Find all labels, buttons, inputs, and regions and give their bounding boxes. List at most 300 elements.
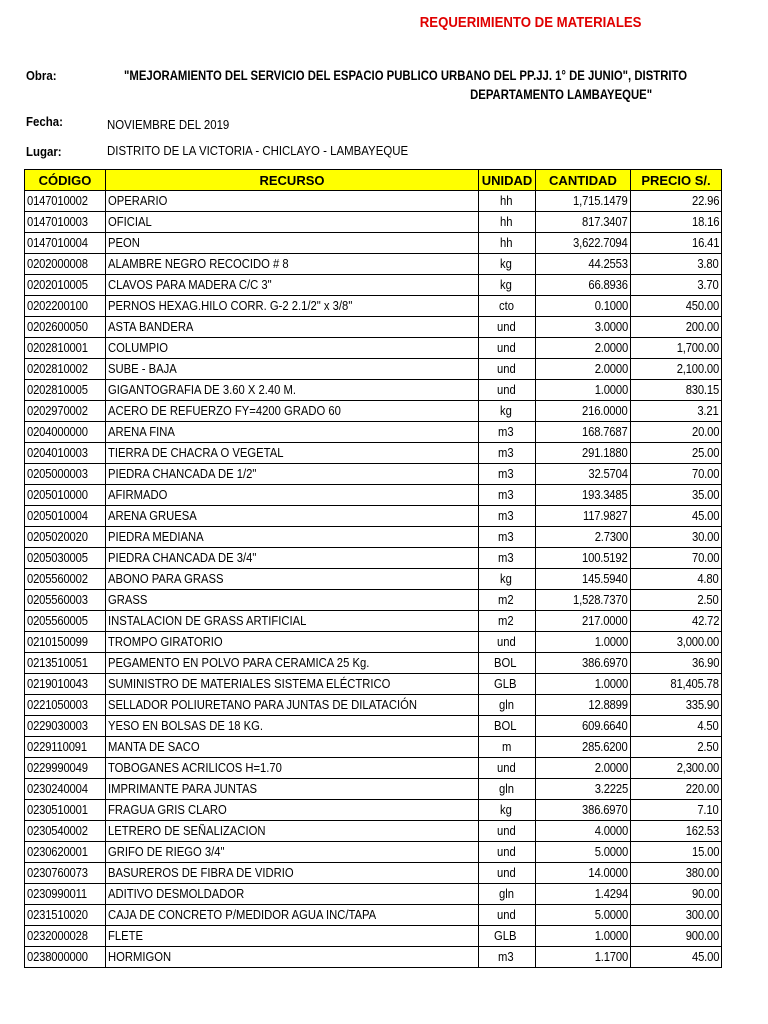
- cantidad-cell-text: 193.3485: [582, 488, 628, 502]
- unidad-cell: [479, 317, 536, 338]
- precio-cell: [631, 569, 722, 590]
- precio-cell: [631, 611, 722, 632]
- recurso-cell: [106, 380, 479, 401]
- table-row: [25, 485, 722, 506]
- cantidad-cell: [536, 716, 631, 737]
- precio-cell: [631, 737, 722, 758]
- cantidad-cell-text: 386.6970: [582, 656, 628, 670]
- cantidad-cell: [536, 548, 631, 569]
- codigo-cell: [25, 884, 106, 905]
- cantidad-cell-text: 2.0000: [594, 362, 628, 376]
- column-header-cantidad: CANTIDAD: [536, 170, 631, 191]
- codigo-cell: [25, 695, 106, 716]
- unidad-cell: [479, 275, 536, 296]
- column-header-recurso: RECURSO: [106, 170, 479, 191]
- recurso-cell: [106, 905, 479, 926]
- codigo-cell-text: 0204000000: [27, 425, 88, 439]
- cantidad-cell-text: 217.0000: [582, 614, 628, 628]
- precio-cell-text: 90.00: [691, 887, 719, 901]
- recurso-cell: [106, 359, 479, 380]
- unidad-cell-text: kg: [500, 803, 513, 817]
- unidad-cell-text: und: [496, 341, 516, 355]
- materials-table: [24, 169, 722, 968]
- precio-cell-text: 25.00: [691, 446, 719, 460]
- cantidad-cell-text: 216.0000: [582, 404, 628, 418]
- cantidad-cell: [536, 863, 631, 884]
- codigo-cell-text: 0229110091: [27, 740, 87, 754]
- unidad-cell: [479, 863, 536, 884]
- precio-cell: [631, 422, 722, 443]
- unidad-cell: [479, 821, 536, 842]
- unidad-cell-text: kg: [500, 572, 513, 586]
- cantidad-cell-text: 1,528.7370: [573, 593, 628, 607]
- recurso-cell-text: ARENA GRUESA: [108, 509, 197, 523]
- cantidad-cell: [536, 737, 631, 758]
- unidad-cell: [479, 590, 536, 611]
- table-row: [25, 800, 722, 821]
- cantidad-cell: [536, 821, 631, 842]
- table-row: [25, 947, 722, 968]
- cantidad-cell: [536, 884, 631, 905]
- unidad-cell-text: und: [496, 908, 516, 922]
- recurso-cell: [106, 674, 479, 695]
- precio-cell-text: 70.00: [691, 467, 719, 481]
- codigo-cell-text: 0213510051: [27, 656, 88, 670]
- precio-cell-text: 220.00: [685, 782, 719, 796]
- precio-cell-text: 380.00: [685, 866, 719, 880]
- precio-cell-text: 3,000.00: [676, 635, 719, 649]
- recurso-cell-text: TOBOGANES ACRILICOS H=1.70: [108, 761, 282, 775]
- precio-cell-text: 3.21: [697, 404, 719, 418]
- precio-cell: [631, 380, 722, 401]
- cantidad-cell-text: 100.5192: [582, 551, 628, 565]
- fecha-value: NOVIEMBRE DEL 2019: [107, 117, 230, 132]
- recurso-cell: [106, 758, 479, 779]
- recurso-cell: [106, 947, 479, 968]
- unidad-cell-text: m2: [498, 593, 514, 607]
- unidad-cell: [479, 905, 536, 926]
- cantidad-cell-text: 0.1000: [594, 299, 628, 313]
- precio-cell: [631, 758, 722, 779]
- cantidad-cell-text: 32.5704: [588, 467, 628, 481]
- cantidad-cell-text: 168.7687: [582, 425, 628, 439]
- codigo-cell-text: 0230540002: [27, 824, 88, 838]
- unidad-cell: [479, 506, 536, 527]
- cantidad-cell: [536, 296, 631, 317]
- unidad-cell: [479, 254, 536, 275]
- precio-cell: [631, 485, 722, 506]
- recurso-cell: [106, 842, 479, 863]
- recurso-cell: [106, 275, 479, 296]
- codigo-cell: [25, 296, 106, 317]
- precio-cell-text: 450.00: [685, 299, 719, 313]
- cantidad-cell-text: 5.0000: [594, 845, 628, 859]
- recurso-cell-text: ARENA FINA: [108, 425, 175, 439]
- precio-cell-text: 2.50: [697, 593, 719, 607]
- unidad-cell: [479, 926, 536, 947]
- unidad-cell: [479, 695, 536, 716]
- unidad-cell: [479, 380, 536, 401]
- cantidad-cell: [536, 401, 631, 422]
- precio-cell-text: 335.90: [685, 698, 719, 712]
- codigo-cell-text: 0147010004: [27, 236, 88, 250]
- recurso-cell-text: GRIFO DE RIEGO 3/4": [108, 845, 225, 859]
- precio-cell: [631, 800, 722, 821]
- recurso-cell: [106, 338, 479, 359]
- codigo-cell-text: 0205030005: [27, 551, 88, 565]
- precio-cell-text: 162.53: [685, 824, 719, 838]
- recurso-cell: [106, 485, 479, 506]
- cantidad-cell-text: 1,715.1479: [573, 194, 628, 208]
- table-row: [25, 422, 722, 443]
- table-row: [25, 821, 722, 842]
- precio-cell: [631, 506, 722, 527]
- precio-cell-text: 830.15: [685, 383, 719, 397]
- unidad-cell-text: gln: [498, 887, 514, 901]
- cantidad-cell: [536, 422, 631, 443]
- codigo-cell: [25, 569, 106, 590]
- unidad-cell: [479, 800, 536, 821]
- cantidad-cell: [536, 506, 631, 527]
- unidad-cell-text: und: [496, 761, 516, 775]
- cantidad-cell: [536, 569, 631, 590]
- recurso-cell: [106, 443, 479, 464]
- recurso-cell: [106, 191, 479, 212]
- codigo-cell: [25, 464, 106, 485]
- unidad-cell-text: und: [496, 635, 516, 649]
- recurso-cell-text: OFICIAL: [108, 215, 152, 229]
- table-row: [25, 275, 722, 296]
- unidad-cell: [479, 674, 536, 695]
- codigo-cell: [25, 737, 106, 758]
- table-row: [25, 653, 722, 674]
- unidad-cell-text: GLB: [494, 677, 517, 691]
- codigo-cell: [25, 632, 106, 653]
- codigo-cell: [25, 758, 106, 779]
- precio-cell: [631, 674, 722, 695]
- unidad-cell-text: und: [496, 866, 516, 880]
- unidad-cell-text: m3: [498, 425, 514, 439]
- codigo-cell-text: 0205020020: [27, 530, 88, 544]
- table-row: [25, 233, 722, 254]
- cantidad-cell-text: 609.6640: [582, 719, 628, 733]
- unidad-cell-text: und: [496, 824, 516, 838]
- codigo-cell: [25, 653, 106, 674]
- table-body: [25, 191, 722, 968]
- cantidad-cell: [536, 611, 631, 632]
- codigo-cell: [25, 947, 106, 968]
- codigo-cell: [25, 212, 106, 233]
- precio-cell: [631, 443, 722, 464]
- precio-cell: [631, 716, 722, 737]
- precio-cell: [631, 464, 722, 485]
- unidad-cell: [479, 191, 536, 212]
- recurso-cell: [106, 863, 479, 884]
- table-row: [25, 254, 722, 275]
- codigo-cell: [25, 380, 106, 401]
- cantidad-cell-text: 2.0000: [594, 761, 628, 775]
- recurso-cell: [106, 527, 479, 548]
- precio-cell-text: 3.80: [697, 257, 719, 271]
- recurso-cell-text: ADITIVO DESMOLDADOR: [108, 887, 245, 901]
- codigo-cell-text: 0205010000: [27, 488, 88, 502]
- cantidad-cell-text: 5.0000: [594, 908, 628, 922]
- recurso-cell: [106, 716, 479, 737]
- cantidad-cell-text: 1.4294: [594, 887, 628, 901]
- table-row: [25, 527, 722, 548]
- recurso-cell-text: ASTA BANDERA: [108, 320, 194, 334]
- codigo-cell-text: 0205560005: [27, 614, 88, 628]
- codigo-cell-text: 0230760073: [27, 866, 88, 880]
- recurso-cell-text: LETRERO DE SEÑALIZACION: [108, 824, 266, 838]
- unidad-cell-text: m3: [498, 488, 514, 502]
- unidad-cell: [479, 233, 536, 254]
- precio-cell-text: 81,405.78: [670, 677, 719, 691]
- recurso-cell-text: ALAMBRE NEGRO RECOCIDO # 8: [108, 257, 289, 271]
- precio-cell: [631, 590, 722, 611]
- table-row: [25, 317, 722, 338]
- recurso-cell: [106, 611, 479, 632]
- precio-cell: [631, 548, 722, 569]
- cantidad-cell: [536, 317, 631, 338]
- codigo-cell-text: 0147010003: [27, 215, 88, 229]
- cantidad-cell: [536, 632, 631, 653]
- cantidad-cell-text: 12.8899: [588, 698, 628, 712]
- recurso-cell-text: TIERRA DE CHACRA O VEGETAL: [108, 446, 284, 460]
- precio-cell-text: 3.70: [697, 278, 719, 292]
- precio-cell: [631, 233, 722, 254]
- unidad-cell-text: und: [496, 383, 516, 397]
- precio-cell-text: 22.96: [691, 194, 719, 208]
- unidad-cell-text: gln: [498, 782, 514, 796]
- cantidad-cell: [536, 905, 631, 926]
- codigo-cell-text: 0230990011: [27, 887, 87, 901]
- recurso-cell: [106, 800, 479, 821]
- unidad-cell-text: m3: [498, 467, 514, 481]
- cantidad-cell-text: 66.8936: [588, 278, 628, 292]
- cantidad-cell: [536, 485, 631, 506]
- cantidad-cell-text: 386.6970: [582, 803, 628, 817]
- recurso-cell: [106, 590, 479, 611]
- codigo-cell: [25, 611, 106, 632]
- precio-cell-text: 16.41: [691, 236, 719, 250]
- cantidad-cell-text: 1.0000: [594, 929, 628, 943]
- precio-cell-text: 2,100.00: [676, 362, 719, 376]
- cantidad-cell: [536, 254, 631, 275]
- unidad-cell: [479, 422, 536, 443]
- codigo-cell: [25, 443, 106, 464]
- precio-cell: [631, 359, 722, 380]
- unidad-cell-text: m3: [498, 950, 514, 964]
- recurso-cell: [106, 212, 479, 233]
- codigo-cell: [25, 191, 106, 212]
- table-row: [25, 842, 722, 863]
- precio-cell-text: 45.00: [691, 950, 719, 964]
- unidad-cell: [479, 716, 536, 737]
- cantidad-cell: [536, 380, 631, 401]
- codigo-cell-text: 0205560003: [27, 593, 88, 607]
- recurso-cell: [106, 737, 479, 758]
- column-header-unidad: UNIDAD: [479, 170, 536, 191]
- precio-cell: [631, 254, 722, 275]
- precio-cell-text: 35.00: [691, 488, 719, 502]
- table-row: [25, 548, 722, 569]
- recurso-cell-text: CAJA DE CONCRETO P/MEDIDOR AGUA INC/TAPA: [108, 908, 377, 922]
- recurso-cell: [106, 779, 479, 800]
- cantidad-cell-text: 3,622.7094: [573, 236, 628, 250]
- cantidad-cell-text: 4.0000: [594, 824, 628, 838]
- cantidad-cell: [536, 359, 631, 380]
- table-header-row: [25, 170, 722, 191]
- cantidad-cell: [536, 674, 631, 695]
- precio-cell-text: 36.90: [691, 656, 719, 670]
- codigo-cell-text: 0205560002: [27, 572, 88, 586]
- precio-cell-text: 300.00: [685, 908, 719, 922]
- precio-cell: [631, 275, 722, 296]
- unidad-cell-text: kg: [500, 404, 513, 418]
- cantidad-cell: [536, 842, 631, 863]
- codigo-cell: [25, 821, 106, 842]
- unidad-cell-text: und: [496, 320, 516, 334]
- precio-cell: [631, 779, 722, 800]
- recurso-cell-text: PIEDRA CHANCADA DE 3/4": [108, 551, 257, 565]
- table-row: [25, 338, 722, 359]
- cantidad-cell-text: 1.0000: [594, 383, 628, 397]
- cantidad-cell-text: 44.2553: [588, 257, 628, 271]
- unidad-cell-text: und: [496, 362, 516, 376]
- codigo-cell: [25, 779, 106, 800]
- codigo-cell: [25, 485, 106, 506]
- codigo-cell-text: 0202810002: [27, 362, 88, 376]
- precio-cell-text: 18.16: [691, 215, 719, 229]
- unidad-cell-text: kg: [500, 257, 513, 271]
- cantidad-cell-text: 817.3407: [582, 215, 628, 229]
- precio-cell: [631, 527, 722, 548]
- recurso-cell: [106, 401, 479, 422]
- codigo-cell-text: 0202010005: [27, 278, 88, 292]
- recurso-cell-text: SUMINISTRO DE MATERIALES SISTEMA ELÉCTRICO: [108, 677, 391, 691]
- precio-cell: [631, 317, 722, 338]
- codigo-cell-text: 0204010003: [27, 446, 88, 460]
- unidad-cell: [479, 527, 536, 548]
- precio-cell: [631, 884, 722, 905]
- column-header-codigo: CÓDIGO: [25, 170, 106, 191]
- codigo-cell: [25, 359, 106, 380]
- unidad-cell: [479, 548, 536, 569]
- recurso-cell: [106, 317, 479, 338]
- codigo-cell: [25, 401, 106, 422]
- table-row: [25, 737, 722, 758]
- unidad-cell-text: m3: [498, 509, 514, 523]
- codigo-cell-text: 0231510020: [27, 908, 88, 922]
- precio-cell-text: 42.72: [691, 614, 719, 628]
- precio-cell: [631, 212, 722, 233]
- cantidad-cell-text: 117.9827: [583, 509, 628, 523]
- precio-cell: [631, 863, 722, 884]
- cantidad-cell-text: 1.0000: [594, 635, 628, 649]
- precio-cell: [631, 947, 722, 968]
- cantidad-cell: [536, 653, 631, 674]
- codigo-cell: [25, 233, 106, 254]
- codigo-cell-text: 0202000008: [27, 257, 88, 271]
- cantidad-cell: [536, 338, 631, 359]
- codigo-cell-text: 0205010004: [27, 509, 88, 523]
- unidad-cell-text: m: [501, 740, 512, 754]
- recurso-cell: [106, 254, 479, 275]
- unidad-cell-text: kg: [500, 278, 513, 292]
- recurso-cell: [106, 695, 479, 716]
- precio-cell-text: 70.00: [691, 551, 719, 565]
- unidad-cell: [479, 947, 536, 968]
- recurso-cell-text: PIEDRA CHANCADA DE 1/2": [108, 467, 257, 481]
- codigo-cell-text: 0230240004: [27, 782, 88, 796]
- precio-cell: [631, 695, 722, 716]
- precio-cell: [631, 653, 722, 674]
- unidad-cell-text: m2: [498, 614, 514, 628]
- recurso-cell: [106, 422, 479, 443]
- recurso-cell-text: OPERARIO: [108, 194, 168, 208]
- table-row: [25, 758, 722, 779]
- table-row: [25, 191, 722, 212]
- table-row: [25, 863, 722, 884]
- table-row: [25, 506, 722, 527]
- unidad-cell-text: GLB: [494, 929, 517, 943]
- lugar-label: Lugar:: [26, 144, 62, 159]
- unidad-cell: [479, 569, 536, 590]
- recurso-cell-text: ACERO DE REFUERZO FY=4200 GRADO 60: [108, 404, 341, 418]
- recurso-cell: [106, 821, 479, 842]
- unidad-cell-text: hh: [500, 215, 513, 229]
- cantidad-cell-text: 2.7300: [594, 530, 628, 544]
- cantidad-cell: [536, 779, 631, 800]
- unidad-cell-text: hh: [500, 236, 513, 250]
- codigo-cell-text: 0202600050: [27, 320, 88, 334]
- codigo-cell-text: 0147010002: [27, 194, 88, 208]
- unidad-cell-text: cto: [498, 299, 514, 313]
- unidad-cell: [479, 632, 536, 653]
- codigo-cell: [25, 506, 106, 527]
- unidad-cell: [479, 779, 536, 800]
- precio-cell: [631, 926, 722, 947]
- codigo-cell: [25, 338, 106, 359]
- codigo-cell: [25, 905, 106, 926]
- unidad-cell: [479, 758, 536, 779]
- precio-cell-text: 7.10: [697, 803, 719, 817]
- precio-cell-text: 45.00: [691, 509, 719, 523]
- table-row: [25, 926, 722, 947]
- precio-cell-text: 15.00: [691, 845, 719, 859]
- precio-cell-text: 4.50: [697, 719, 719, 733]
- codigo-cell-text: 0229990049: [27, 761, 88, 775]
- cantidad-cell: [536, 947, 631, 968]
- table-row: [25, 569, 722, 590]
- table-row: [25, 464, 722, 485]
- recurso-cell-text: PEGAMENTO EN POLVO PARA CERAMICA 25 Kg.: [108, 656, 370, 670]
- recurso-cell: [106, 653, 479, 674]
- codigo-cell-text: 0202970002: [27, 404, 88, 418]
- recurso-cell: [106, 296, 479, 317]
- precio-cell-text: 900.00: [685, 929, 719, 943]
- column-header-precio: PRECIO S/.: [631, 170, 722, 191]
- unidad-cell: [479, 296, 536, 317]
- lugar-value: DISTRITO DE LA VICTORIA - CHICLAYO - LAMBAYEQUE: [107, 143, 409, 158]
- unidad-cell: [479, 464, 536, 485]
- codigo-cell: [25, 863, 106, 884]
- cantidad-cell-text: 14.0000: [588, 866, 628, 880]
- precio-cell-text: 30.00: [691, 530, 719, 544]
- cantidad-cell: [536, 926, 631, 947]
- recurso-cell-text: HORMIGON: [108, 950, 172, 964]
